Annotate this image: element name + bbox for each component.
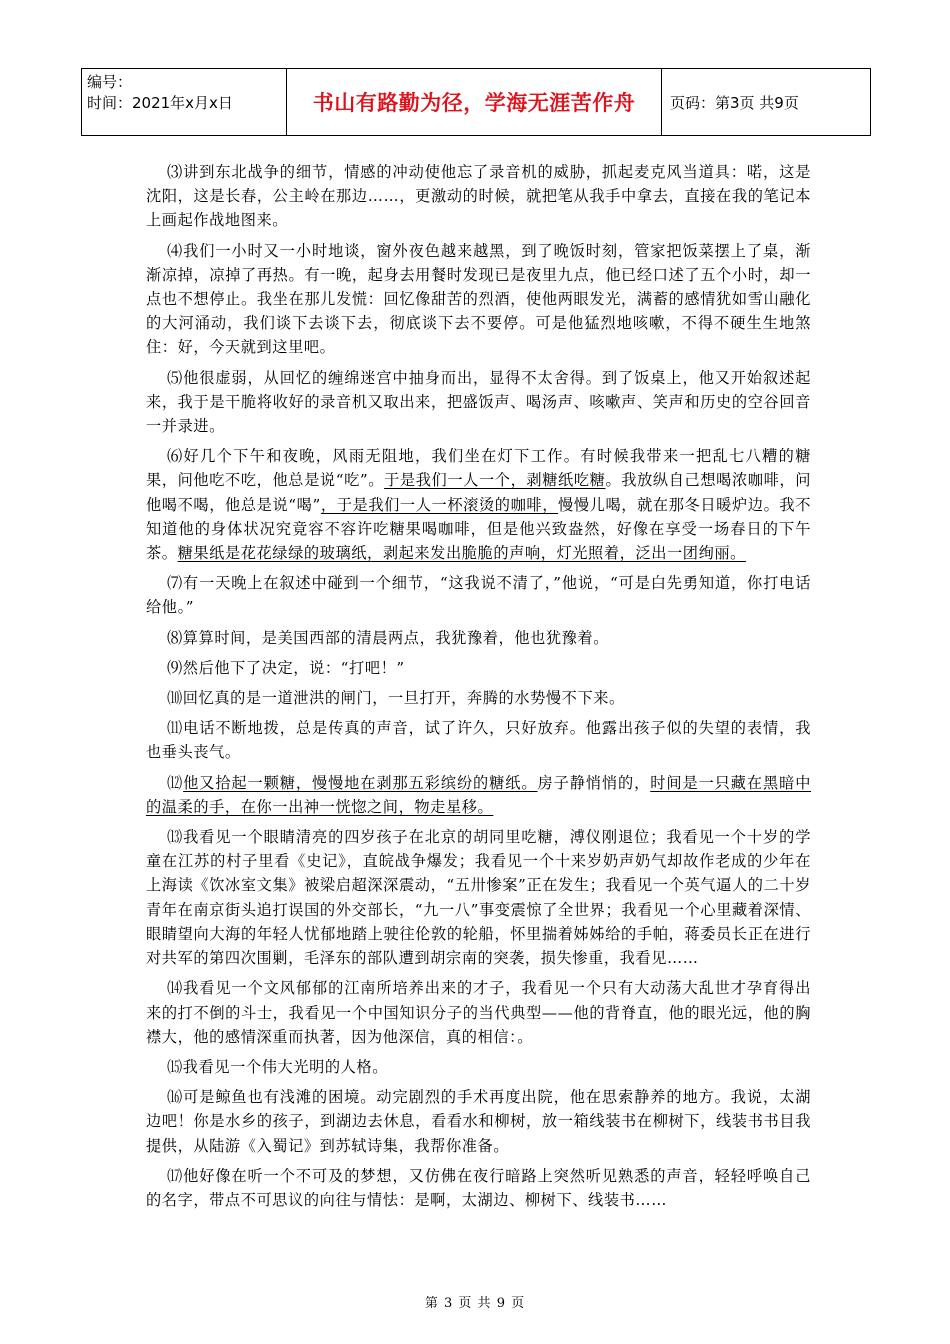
paragraph-text: ⒂我看见一个伟大光明的人格。 bbox=[167, 1057, 389, 1076]
paragraph bbox=[146, 626, 811, 650]
page-footer: 第 3 页 共 9 页 bbox=[424, 1296, 526, 1311]
paragraph-text: ⑿ bbox=[167, 773, 184, 792]
paragraph bbox=[146, 716, 811, 764]
paragraph-text: ⑽回忆真的是一道泄洪的闸门，一旦打开，奔腾的水势慢不下来。 bbox=[167, 689, 625, 708]
paragraph-text: ⒀我看见一个眼睛清亮的四岁孩子在北京的胡同里吃糖，溥仪刚退位；我看见一个十岁的学童在江苏的村子里看《史记》，直皖战争爆发；我看见一个十来岁奶声奶气却故作老成的少年在上海读《饮冰室文集》被梁启超深深震动，“五卅惨案”正在发生；我看见一个英气逼人的二十岁青年在南京街头追打误国的外交部长，“九一八”事变震惊了全世界；我看见一个心里藏着深情、眼睛望向大海的年轻人忧郁地踏上驶往伦敦的轮船，怀里揣着姊姊给的手帕，蒋委员长正在进行对共军的第四次围剿，毛泽东的部队遭到胡宗南的突袭，损失惨重，我看见…… bbox=[146, 828, 811, 968]
paragraph bbox=[146, 239, 811, 360]
paragraph bbox=[146, 1055, 811, 1079]
paragraph-text: 房子静悄悄的， bbox=[537, 773, 651, 792]
paragraph-text: 慢慢儿喝，就在那冬日暖炉边。我不知道他的身体状况究竟容不容许吃糖果喝咖啡，但是他兴致盎然，好像在享受一场春日的下午茶。 bbox=[146, 495, 811, 563]
header-page-label: 页码：第3页 共9页 bbox=[670, 93, 799, 112]
paragraph bbox=[146, 686, 811, 710]
underlined-text: 他又拾起一颗糖，慢慢地在剥那五彩缤纷的糖纸。 bbox=[183, 773, 538, 792]
paragraph-text: ⑷我们一小时又一小时地谈，窗外夜色越来越黑，到了晚饭时刻，管家把饭菜摆上了桌，渐渐凉掉，凉掉了再热。有一晚，起身去用餐时发现已是夜里九点，他已经口述了五个小时，却一点也不想停止。我坐在那儿发慌：回忆像甜苦的烈酒，使他两眼发光，满蓄的感情犹如雪山融化的大河涌动，我们谈下去谈下去，彻底谈下去不要停。可是他猛烈地咳嗽，不得不硬生生地煞住：好，今天就到这里吧。 bbox=[146, 241, 811, 357]
paragraph bbox=[146, 1085, 811, 1158]
paragraph bbox=[146, 825, 811, 970]
paragraph-text: ⑸他很虚弱，从回忆的缠绵迷宫中抽身而出，显得不太舍得。到了饭桌上，他又开始叙述起来，我于是干脆将收好的录音机又取出来，把盛饭声、喝汤声、咳嗽声、笑声和历史的空谷回音一并录进。 bbox=[146, 368, 811, 436]
document-body bbox=[146, 160, 811, 1218]
number-label: 编号： bbox=[87, 73, 133, 91]
paragraph bbox=[146, 366, 811, 439]
paragraph bbox=[146, 1164, 811, 1212]
underlined-text: 糖果纸是花花绿绿的玻璃纸，剥起来发出脆脆的声响，灯光照着，泛出一团绚丽。 bbox=[177, 544, 746, 563]
paragraph bbox=[146, 571, 811, 619]
underlined-text: 于是我们一人一个，剥糖纸吃糖 bbox=[384, 471, 606, 490]
paragraph-text: ⑶讲到东北战争的细节，情感的冲动使他忘了录音机的威胁，抓起麦克风当道具：喏，这是沈阳，这是长春，公主岭在那边……，更激动的时候，就把笔从我手中拿去，直接在我的笔记本上画起作战地图来。 bbox=[146, 163, 811, 230]
paragraph-text: ⑻算算时间，是美国西部的清晨两点，我犹豫着，他也犹豫着。 bbox=[167, 628, 610, 647]
paragraph bbox=[146, 976, 811, 1049]
paragraph bbox=[146, 444, 811, 565]
paragraph-text: ⑾电话不断地拨，总是传真的声音，试了许久，只好放弃。他露出孩子似的失望的表情，我也垂头丧气。 bbox=[146, 719, 811, 762]
paragraph bbox=[146, 160, 811, 233]
header-meta bbox=[82, 69, 287, 135]
underlined-text: ，于是我们一人一杯滚烫的咖啡， bbox=[320, 495, 559, 514]
paragraph-text: ⒄他好像在听一个不可及的梦想，又仿佛在夜行暗路上突然听见熟悉的声音，轻轻呼唤自己的名字，带点不可思议的向往与情怯：是啊，太湖边、柳树下、线装书…… bbox=[146, 1166, 811, 1209]
paragraph-text: ⑼然后他下了决定，说：“打吧！” bbox=[167, 658, 405, 677]
paragraph-text: ⒁我看见一个文风郁郁的江南所培养出来的才子，我看见一个只有大动荡大乱世才孕育得出来的打不倒的斗士，我看见一个中国知识分子的当代典型——他的背脊直，他的眼光远，他的胸襟大，他的感情深重而执著，因为他深信，真的相信：。 bbox=[146, 979, 811, 1046]
underlined-text: 时间是一只藏在黑暗中的温柔的手，在你一出神一恍惚之间，物走星移。 bbox=[146, 773, 812, 816]
paragraph bbox=[146, 771, 811, 819]
paragraph-text: ⒃可是鲸鱼也有浅滩的困境。动完剧烈的手术再度出院，他在思索静养的地方。我说，太湖边吧！你是水乡的孩子，到湖边去休息，看看水和柳树，放一箱线装书在柳树下，线装书书目我提供，从陆游《入蜀记》到苏轼诗集，我帮你准备。 bbox=[146, 1088, 811, 1155]
paragraph bbox=[146, 656, 811, 680]
time-label: 时间：2021年x月x日 bbox=[87, 94, 233, 112]
paragraph-text: ⑹好几个下午和夜晚，风雨无阻地，我们坐在灯下工作。有时候我带来一把乱七八糟的糖果，问他吃不吃，他总是说“吃”。 bbox=[146, 447, 811, 490]
paragraph-text: ⑺有一天晚上在叙述中碰到一个细节，“这我说不清了，”他说，“可是白先勇知道，你打电话给他。” bbox=[146, 574, 811, 617]
paragraph-text: 。我放纵自己想喝浓咖啡，问他喝不喝，他总是说“喝” bbox=[146, 471, 811, 514]
header-motto: 书山有路勤为径，学海无涯苦作舟 bbox=[287, 69, 662, 135]
document-header bbox=[81, 68, 871, 136]
